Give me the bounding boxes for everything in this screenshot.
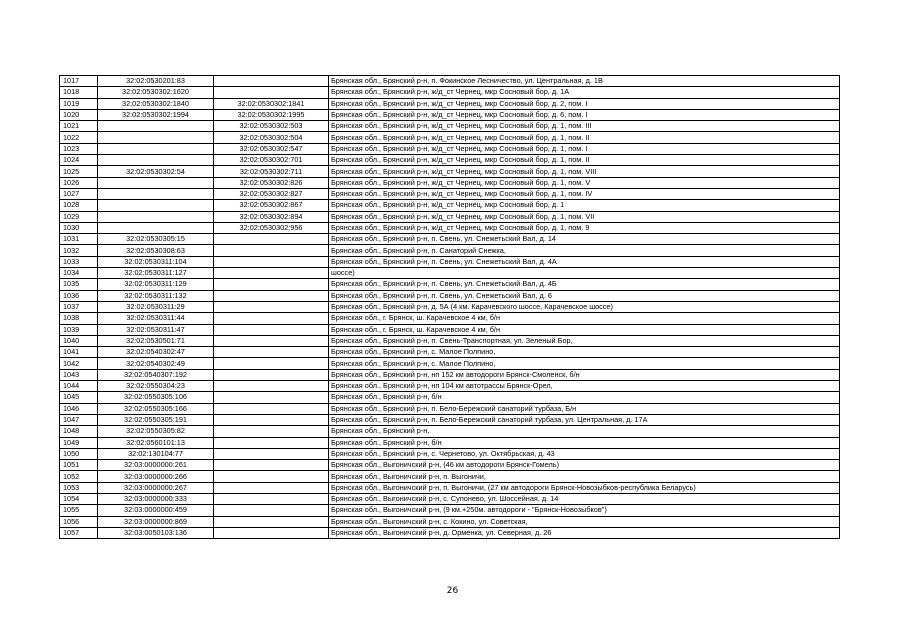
related-cadastral-number-cell (214, 301, 329, 312)
cadastral-number-cell: 32:03:0000000:459 (98, 505, 214, 516)
table-row (60, 132, 840, 143)
cadastral-number-cell (98, 177, 214, 188)
row-number-cell: 1031 (60, 234, 98, 245)
address-cell: Брянская обл., Брянский р-н, п. Свень, ул. Снежетьский Вал, д. 4А (329, 256, 840, 267)
related-cadastral-number-cell (214, 369, 329, 380)
related-cadastral-number-cell: 32:02:0530302:826 (214, 177, 329, 188)
row-number-cell: 1035 (60, 279, 98, 290)
related-cadastral-number-cell (214, 256, 329, 267)
row-number-cell: 1036 (60, 290, 98, 301)
cadastral-number-cell: 32:02:0530308:63 (98, 245, 214, 256)
related-cadastral-number-cell (214, 358, 329, 369)
cadastral-number-cell: 32:03:0000000:266 (98, 471, 214, 482)
row-number-cell: 1021 (60, 121, 98, 132)
address-cell: Брянская обл., Выгоничский р-н, (46 км автодороги Брянск-Гомель) (329, 460, 840, 471)
table-row (60, 358, 840, 369)
address-cell: Брянская обл., Выгоничский р-н, с. Супонево, ул. Шоссейная, д. 14 (329, 493, 840, 504)
cadastral-number-cell: 32:02:0550305:82 (98, 426, 214, 437)
row-number-cell: 1018 (60, 87, 98, 98)
address-cell: Брянская обл., Брянский р-н, ж/д_ст Чернец, мкр Сосновый бор, д. 1, пом. V (329, 177, 840, 188)
table-row (60, 437, 840, 448)
table-row (60, 301, 840, 312)
cadastral-number-cell: 32:02:0530311:129 (98, 279, 214, 290)
cadastral-number-cell (98, 211, 214, 222)
cadastral-number-cell: 32:02:0530311:47 (98, 324, 214, 335)
row-number-cell: 1042 (60, 358, 98, 369)
page-number: 26 (446, 586, 459, 596)
table-row (60, 76, 840, 87)
table-row (60, 392, 840, 403)
table-row (60, 155, 840, 166)
related-cadastral-number-cell (214, 279, 329, 290)
address-cell: Брянская обл., Брянский р-н, п. Свень, ул. Снежетьский Вал, д. 14 (329, 234, 840, 245)
address-cell: Брянская обл., Брянский р-н, п. Свень, ул. Снежетьский Вал, д. 4Б (329, 279, 840, 290)
related-cadastral-number-cell (214, 87, 329, 98)
related-cadastral-number-cell (214, 347, 329, 358)
table-row (60, 290, 840, 301)
address-cell: Брянская обл., Брянский р-н, с. Малое Полпино, (329, 358, 840, 369)
table-row (60, 324, 840, 335)
row-number-cell: 1051 (60, 460, 98, 471)
row-number-cell: 1053 (60, 482, 98, 493)
cadastral-number-cell: 32:02:0530311:104 (98, 256, 214, 267)
row-number-cell: 1045 (60, 392, 98, 403)
row-number-cell: 1056 (60, 516, 98, 527)
table-row (60, 414, 840, 425)
row-number-cell: 1048 (60, 426, 98, 437)
related-cadastral-number-cell (214, 426, 329, 437)
table-row (60, 268, 840, 279)
cadastral-number-cell: 32:02:0550305:166 (98, 403, 214, 414)
row-number-cell: 1020 (60, 109, 98, 120)
related-cadastral-number-cell (214, 381, 329, 392)
related-cadastral-number-cell: 32:02:0530302:547 (214, 143, 329, 154)
cadastral-number-cell (98, 188, 214, 199)
table-row (60, 222, 840, 233)
row-number-cell: 1037 (60, 301, 98, 312)
cadastral-number-cell (98, 222, 214, 233)
address-cell: шоссе) (329, 268, 840, 279)
table-row (60, 493, 840, 504)
table-row (60, 109, 840, 120)
row-number-cell: 1052 (60, 471, 98, 482)
related-cadastral-number-cell (214, 460, 329, 471)
address-cell: Брянская обл., Брянский р-н, п. Бело-Бережский санаторий турбаза, Б/н (329, 403, 840, 414)
related-cadastral-number-cell: 32:02:0530302:956 (214, 222, 329, 233)
cadastral-number-cell: 32:02:0540302:49 (98, 358, 214, 369)
table-row (60, 313, 840, 324)
related-cadastral-number-cell: 32:02:0530302:1841 (214, 98, 329, 109)
table-row (60, 505, 840, 516)
related-cadastral-number-cell (214, 437, 329, 448)
address-cell: Брянская обл., Выгоничский р-н, д. Орменка, ул. Северная, д. 26 (329, 527, 840, 538)
address-cell: Брянская обл., Брянский р-н, п. Свень-Транспортная, ул. Зеленый Бор, (329, 335, 840, 346)
related-cadastral-number-cell: 32:02:0530302:711 (214, 166, 329, 177)
related-cadastral-number-cell (214, 324, 329, 335)
cadastral-number-cell: 32:03:0050103:136 (98, 527, 214, 538)
table-row (60, 211, 840, 222)
cadastral-number-cell: 32:03:0000000:333 (98, 493, 214, 504)
row-number-cell: 1027 (60, 188, 98, 199)
address-cell: Брянская обл., Выгоничский р-н, с. Кокино, ул. Советская, (329, 516, 840, 527)
address-cell: Брянская обл., Брянский р-н, ж/д_ст Чернец, мкр Сосновый бор, д. 6, пом. I (329, 109, 840, 120)
address-cell: Брянская обл., Брянский р-н, ж/д_ст Чернец, мкр Сосновый бор, д. 1А (329, 87, 840, 98)
cadastral-number-cell: 32:02:0530311:132 (98, 290, 214, 301)
table-row (60, 516, 840, 527)
cadastral-number-cell: 32:02:0530305:15 (98, 234, 214, 245)
table-row (60, 87, 840, 98)
table-row (60, 98, 840, 109)
table-row (60, 279, 840, 290)
address-cell: Брянская обл., Брянский р-н, нп 152 км автодороги Брянск-Смоленск, б/н (329, 369, 840, 380)
address-cell: Брянская обл., Брянский р-н, ж/д_ст Чернец, мкр Сосновый бор, д. 1, пом. VIII (329, 166, 840, 177)
row-number-cell: 1028 (60, 200, 98, 211)
row-number-cell: 1044 (60, 381, 98, 392)
cadastral-number-cell: 32:02:0540307:192 (98, 369, 214, 380)
row-number-cell: 1025 (60, 166, 98, 177)
table-row (60, 347, 840, 358)
row-number-cell: 1041 (60, 347, 98, 358)
address-cell: Брянская обл., Брянский р-н, д. 5А (4 км. Карачевского шоссе, Карачевское шоссе) (329, 301, 840, 312)
table-row (60, 188, 840, 199)
table-row (60, 482, 840, 493)
related-cadastral-number-cell (214, 290, 329, 301)
cadastral-number-cell: 32:02:0540302:47 (98, 347, 214, 358)
cadastral-number-cell: 32:02:0530302:54 (98, 166, 214, 177)
related-cadastral-number-cell (214, 516, 329, 527)
row-number-cell: 1033 (60, 256, 98, 267)
table-row (60, 256, 840, 267)
related-cadastral-number-cell (214, 493, 329, 504)
address-cell: Брянская обл., Брянский р-н, п. Свень, ул. Снежетьский Вал, д. 6 (329, 290, 840, 301)
row-number-cell: 1030 (60, 222, 98, 233)
related-cadastral-number-cell (214, 505, 329, 516)
related-cadastral-number-cell (214, 403, 329, 414)
related-cadastral-number-cell: 32:02:0530302:504 (214, 132, 329, 143)
address-cell: Брянская обл., Брянский р-н, б/н (329, 437, 840, 448)
address-cell: Брянская обл., г. Брянск, ш. Карачевское 4 км, б/н (329, 313, 840, 324)
table-row (60, 335, 840, 346)
table-row (60, 426, 840, 437)
cadastral-number-cell (98, 143, 214, 154)
cadastral-number-cell: 32:02:0550304:23 (98, 381, 214, 392)
cadastral-number-cell: 32:02:0560101:13 (98, 437, 214, 448)
cadastral-number-cell: 32:02:0530302:1840 (98, 98, 214, 109)
row-number-cell: 1026 (60, 177, 98, 188)
related-cadastral-number-cell (214, 448, 329, 459)
row-number-cell: 1055 (60, 505, 98, 516)
address-cell: Брянская обл., Брянский р-н, нп 104 км автотрассы Брянск-Орел, (329, 381, 840, 392)
row-number-cell: 1017 (60, 76, 98, 87)
related-cadastral-number-cell (214, 234, 329, 245)
cadastral-number-cell: 32:02:0530311:29 (98, 301, 214, 312)
related-cadastral-number-cell (214, 245, 329, 256)
address-cell: Брянская обл., Брянский р-н, п. Санаторий Снежка, (329, 245, 840, 256)
row-number-cell: 1049 (60, 437, 98, 448)
row-number-cell: 1047 (60, 414, 98, 425)
cadastral-number-cell (98, 155, 214, 166)
address-cell: Брянская обл., Брянский р-н, с. Малое Полпино, (329, 347, 840, 358)
cadastral-number-cell: 32:02:0550305:191 (98, 414, 214, 425)
cadastral-number-cell (98, 132, 214, 143)
address-cell: Брянская обл., Брянский р-н, (329, 426, 840, 437)
row-number-cell: 1038 (60, 313, 98, 324)
related-cadastral-number-cell (214, 471, 329, 482)
address-cell: Брянская обл., Брянский р-н, ж/д_ст Чернец, мкр Сосновый бор, д. 1, пом. III (329, 121, 840, 132)
related-cadastral-number-cell (214, 268, 329, 279)
row-number-cell: 1039 (60, 324, 98, 335)
address-cell: Брянская обл., Брянский р-н, п. Фокинское Лесничество, ул. Центральная, д. 1В (329, 76, 840, 87)
related-cadastral-number-cell (214, 414, 329, 425)
row-number-cell: 1022 (60, 132, 98, 143)
cadastral-number-cell: 32:02:0530302:1994 (98, 109, 214, 120)
related-cadastral-number-cell (214, 392, 329, 403)
table-row (60, 527, 840, 538)
table-row (60, 460, 840, 471)
address-cell: Брянская обл., Брянский р-н, ж/д_ст Чернец, мкр Сосновый бор, д. 1, пом. I (329, 143, 840, 154)
cadastral-number-cell: 32:03:0000000:267 (98, 482, 214, 493)
cadastral-number-cell: 32:03:0000000:869 (98, 516, 214, 527)
table-row (60, 448, 840, 459)
row-number-cell: 1032 (60, 245, 98, 256)
related-cadastral-number-cell: 32:02:0530302:701 (214, 155, 329, 166)
address-cell: Брянская обл., Брянский р-н, ж/д_ст Чернец, мкр Сосновый бор, д. 1, пом. IV (329, 188, 840, 199)
address-cell: Брянская обл., Брянский р-н, ж/д_ст Чернец, мкр Сосновый бор, д. 1, пом. II (329, 132, 840, 143)
related-cadastral-number-cell (214, 527, 329, 538)
row-number-cell: 1040 (60, 335, 98, 346)
address-cell: Брянская обл., г. Брянск, ш. Карачевское 4 км, б/н (329, 324, 840, 335)
related-cadastral-number-cell: 32:02:0530302:503 (214, 121, 329, 132)
address-cell: Брянская обл., Выгоничский р-н, п. Выгоничи, (329, 471, 840, 482)
related-cadastral-number-cell (214, 76, 329, 87)
related-cadastral-number-cell: 32:02:0530302:1995 (214, 109, 329, 120)
table-row (60, 234, 840, 245)
related-cadastral-number-cell: 32:02:0530302:827 (214, 188, 329, 199)
row-number-cell: 1024 (60, 155, 98, 166)
cadastral-number-cell: 32:02:0530302:1620 (98, 87, 214, 98)
address-cell: Брянская обл., Выгоничский р-н, (9 км.+250м. автодороги - "Брянск-Новозыбков") (329, 505, 840, 516)
address-cell: Брянская обл., Брянский р-н, ж/д_ст Чернец, мкр Сосновый бор, д. 1 (329, 200, 840, 211)
table-row (60, 143, 840, 154)
cadastral-number-cell: 32:02:0530201:83 (98, 76, 214, 87)
row-number-cell: 1043 (60, 369, 98, 380)
related-cadastral-number-cell: 32:02:0530302:867 (214, 200, 329, 211)
related-cadastral-number-cell (214, 313, 329, 324)
table-row (60, 121, 840, 132)
row-number-cell: 1029 (60, 211, 98, 222)
cadastral-number-cell (98, 121, 214, 132)
row-number-cell: 1019 (60, 98, 98, 109)
address-cell: Брянская обл., Брянский р-н, б/н (329, 392, 840, 403)
registry-table-body (60, 76, 840, 539)
table-row (60, 245, 840, 256)
table-row (60, 381, 840, 392)
cadastral-number-cell: 32:02:0530501:71 (98, 335, 214, 346)
cadastral-number-cell: 32:02:130104:77 (98, 448, 214, 459)
cadastral-number-cell: 32:03:0000000:261 (98, 460, 214, 471)
cadastral-number-cell: 32:02:0530311:44 (98, 313, 214, 324)
cadastral-number-cell (98, 200, 214, 211)
related-cadastral-number-cell: 32:02:0530302:894 (214, 211, 329, 222)
address-cell: Брянская обл., Брянский р-н, п. Бело-Бережский санаторий турбаза, ул. Центральная, д. 17А (329, 414, 840, 425)
row-number-cell: 1046 (60, 403, 98, 414)
table-row (60, 369, 840, 380)
cadastral-number-cell: 32:02:0530311:127 (98, 268, 214, 279)
table-row (60, 177, 840, 188)
related-cadastral-number-cell (214, 482, 329, 493)
address-cell: Брянская обл., Брянский р-н, ж/д_ст Чернец, мкр Сосновый бор, д. 1, пом. II (329, 155, 840, 166)
table-row (60, 471, 840, 482)
row-number-cell: 1034 (60, 268, 98, 279)
address-cell: Брянская обл., Брянский р-н, ж/д_ст Чернец, мкр Сосновый бор, д. 1, пом. VII (329, 211, 840, 222)
address-cell: Брянская обл., Брянский р-н, ж/д_ст Чернец, мкр Сосновый бор, д. 2, пом. I (329, 98, 840, 109)
address-cell: Брянская обл., Брянский р-н, с. Чернетово, ул. Октябрьская, д. 43 (329, 448, 840, 459)
cadastral-number-cell: 32:02:0550305:106 (98, 392, 214, 403)
row-number-cell: 1054 (60, 493, 98, 504)
table-row (60, 166, 840, 177)
related-cadastral-number-cell (214, 335, 329, 346)
row-number-cell: 1057 (60, 527, 98, 538)
registry-table (59, 75, 840, 539)
table-row (60, 200, 840, 211)
row-number-cell: 1050 (60, 448, 98, 459)
address-cell: Брянская обл., Брянский р-н, ж/д_ст Чернец, мкр Сосновый бор, д. 1, пом. 9 (329, 222, 840, 233)
table-row (60, 403, 840, 414)
row-number-cell: 1023 (60, 143, 98, 154)
address-cell: Брянская обл., Выгоничский р-н, п. Выгоничи, (27 км автодороги Брянск-Новозыбков-республика Беларусь) (329, 482, 840, 493)
